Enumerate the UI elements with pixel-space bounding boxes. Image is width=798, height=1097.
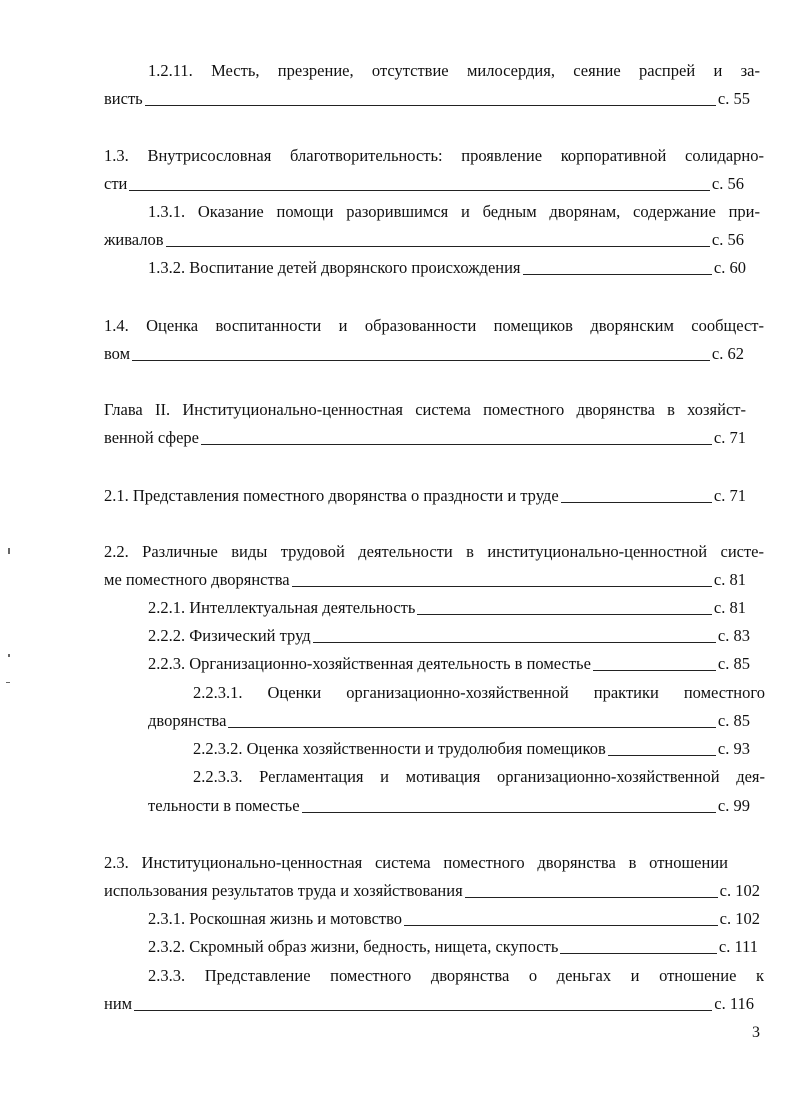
leader-line [134, 1009, 712, 1011]
toc-page: с. 85 [717, 711, 750, 730]
leader-line [201, 443, 712, 445]
toc-text: висть [104, 89, 143, 108]
toc-entry [148, 933, 758, 961]
toc-entry [104, 990, 754, 1018]
toc-entry [104, 877, 760, 905]
toc-page: с. 116 [714, 994, 754, 1013]
toc-entry [148, 622, 750, 650]
page-number: 3 [752, 1024, 760, 1041]
toc-page: с. 62 [711, 344, 744, 363]
toc-page: с. 71 [713, 486, 746, 505]
toc-text: 2.3.2. Скромный образ жизни, бедность, нищета, скупость [148, 937, 559, 956]
leader-line [561, 501, 712, 503]
leader-line [465, 896, 718, 898]
leader-line [313, 641, 716, 643]
toc-line: 2.3.3. Представление поместного дворянства о деньгах и отношение к [148, 966, 764, 985]
toc-page: с. 56 [711, 230, 744, 249]
toc-line: 2.2.3.3. Регламентация и мотивация организационно-хозяйственной дея- [193, 767, 765, 786]
toc-text: живалов [104, 230, 164, 249]
scan-speck [6, 682, 10, 683]
toc-entry [148, 650, 750, 678]
leader-line [145, 104, 716, 106]
toc-page: с. 81 [713, 570, 746, 589]
leader-line [292, 585, 712, 587]
toc-text: ним [104, 994, 133, 1013]
toc-entry [104, 170, 744, 198]
toc-text: 1.3.2. Воспитание детей дворянского происхождения [148, 258, 521, 277]
toc-text: дворянства [148, 711, 227, 730]
toc-page: с. 56 [711, 174, 744, 193]
toc-line: 1.2.11. Месть, презрение, отсутствие милосердия, сеяние распрей и за- [148, 61, 760, 80]
toc-entry [104, 424, 746, 452]
toc-entry [148, 254, 746, 282]
leader-line [608, 754, 716, 756]
toc-entry [104, 85, 750, 113]
leader-line [166, 245, 710, 247]
toc-line: 1.3.1. Оказание помощи разорившимся и бедным дворянам, содержание при- [148, 202, 760, 221]
toc-entry [148, 792, 750, 820]
leader-line [523, 273, 712, 275]
leader-line [228, 726, 715, 728]
toc-text: тельности в поместье [148, 796, 300, 815]
toc-entry [104, 340, 744, 368]
toc-entry [148, 594, 746, 622]
toc-line: Глава II. Институционально-ценностная система поместного дворянства в хозяйст- [104, 400, 746, 419]
toc-page: с. 81 [713, 598, 746, 617]
toc-entry [193, 735, 750, 763]
leader-line [593, 669, 716, 671]
leader-line [302, 811, 716, 813]
leader-line [404, 924, 718, 926]
toc-text: 2.2.3. Организационно-хозяйственная деятельность в поместье [148, 654, 591, 673]
toc-text: сти [104, 174, 128, 193]
toc-entry [104, 566, 746, 594]
toc-entry [148, 707, 750, 735]
scan-speck [8, 548, 10, 554]
toc-text: 2.2.3.2. Оценка хозяйственности и трудолюбия помещиков [193, 739, 606, 758]
leader-line [132, 359, 710, 361]
scan-speck [8, 654, 10, 657]
toc-entry [148, 905, 760, 933]
toc-line: 2.3. Институционально-ценностная система поместного дворянства в отношении [104, 853, 728, 872]
toc-entry [104, 226, 744, 254]
toc-text: использования результатов труда и хозяйствования [104, 881, 463, 900]
toc-page: с. 111 [718, 937, 758, 956]
toc-page: с. 55 [717, 89, 750, 108]
toc-text: 2.2.1. Интеллектуальная деятельность [148, 598, 416, 617]
toc-page: с. 93 [717, 739, 750, 758]
toc-text: 2.1. Представления поместного дворянства о праздности и труде [104, 486, 559, 505]
toc-text: ме поместного дворянства [104, 570, 290, 589]
toc-page: с. 102 [719, 909, 760, 928]
toc-page: с. 85 [717, 654, 750, 673]
toc-line: 1.3. Внутрисословная благотворительность: проявление корпоративной солидарно- [104, 146, 764, 165]
toc-line: 2.2. Различные виды трудовой деятельности в институционально-ценностной систе- [104, 542, 764, 561]
toc-entry [104, 482, 746, 510]
toc-page: с. 71 [713, 428, 746, 447]
toc-line: 2.2.3.1. Оценки организационно-хозяйственной практики поместного [193, 683, 765, 702]
toc-page: с. 83 [717, 626, 750, 645]
toc-page: с. 60 [713, 258, 746, 277]
leader-line [417, 613, 712, 615]
toc-page: с. 99 [717, 796, 750, 815]
toc-text: вом [104, 344, 131, 363]
toc-page: с. 102 [719, 881, 760, 900]
leader-line [129, 189, 710, 191]
toc-text: 2.2.2. Физический труд [148, 626, 311, 645]
leader-line [560, 952, 717, 954]
toc-text: венной сфере [104, 428, 199, 447]
toc-line: 1.4. Оценка воспитанности и образованности помещиков дворянским сообщест- [104, 316, 764, 335]
toc-text: 2.3.1. Роскошная жизнь и мотовство [148, 909, 403, 928]
